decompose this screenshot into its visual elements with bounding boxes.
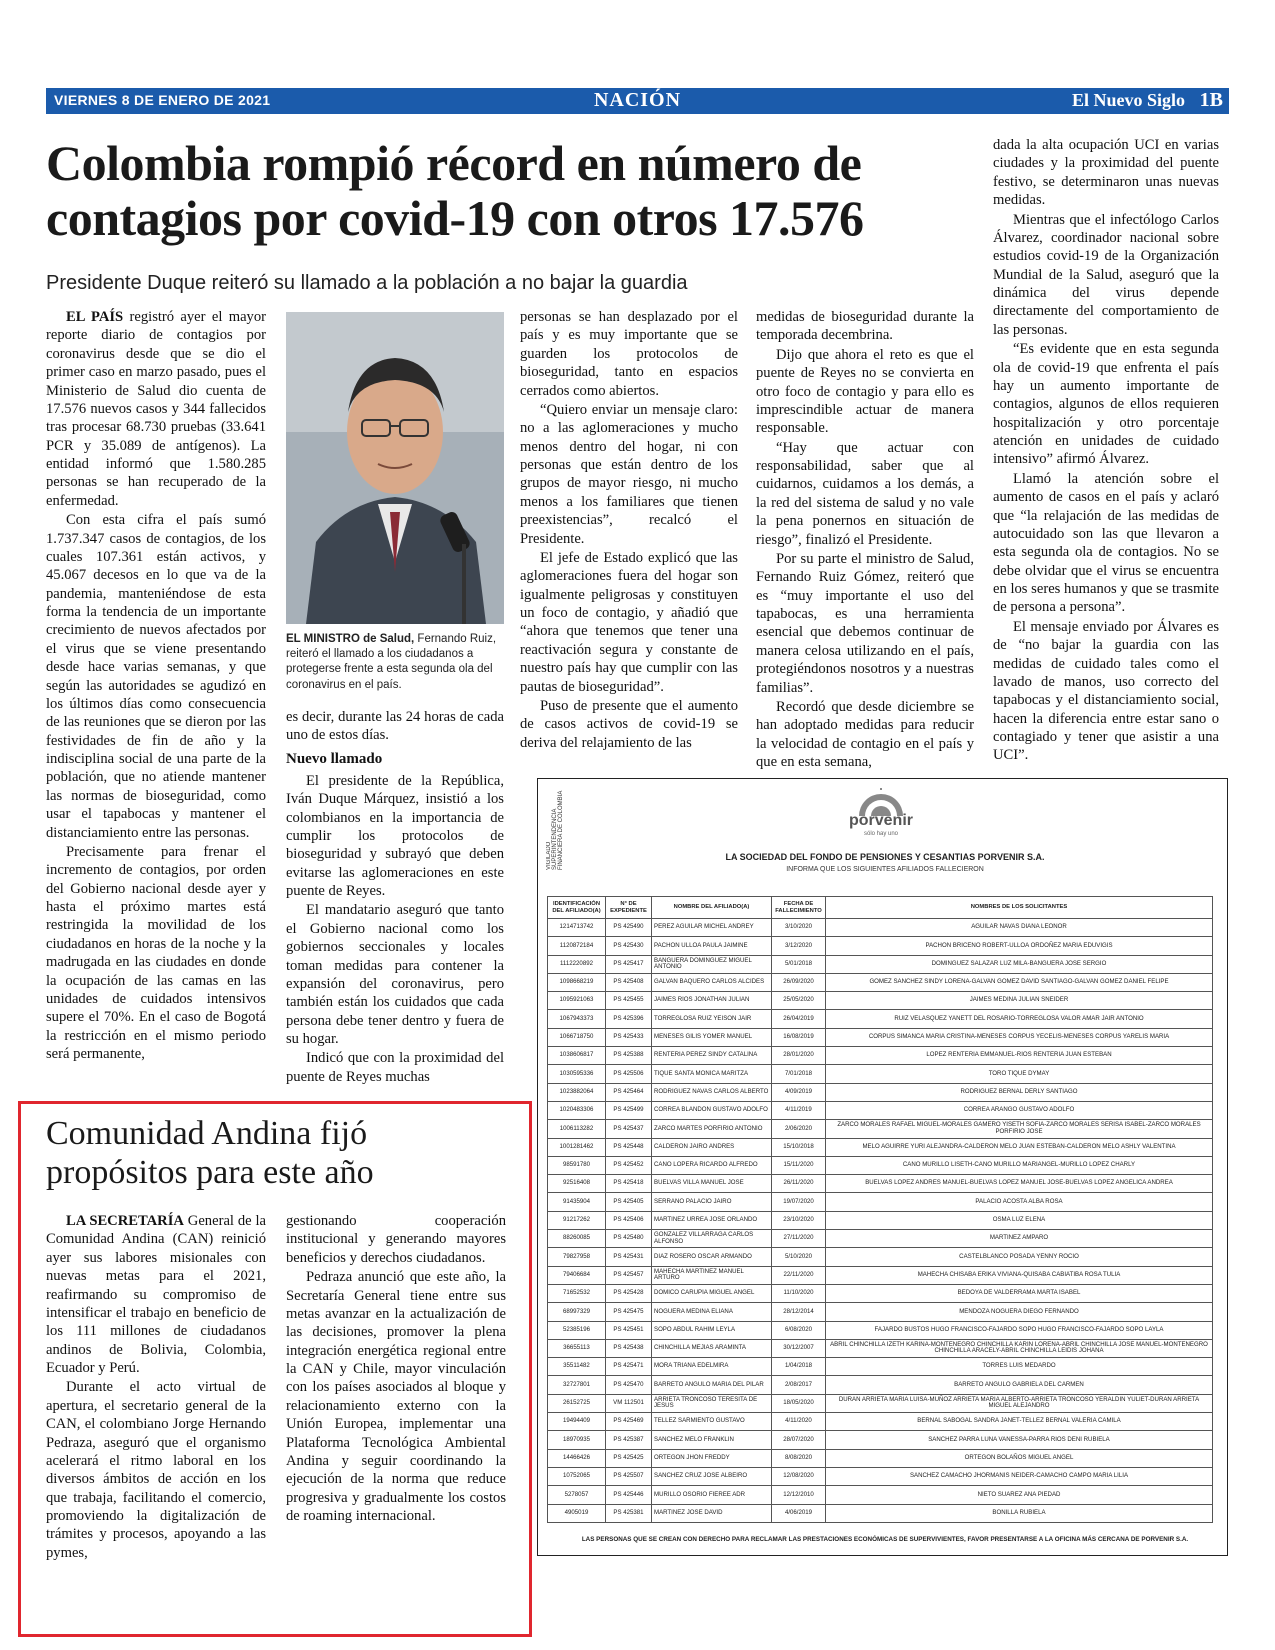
table-row <box>548 955 1213 973</box>
table-cell: PACHON BRICENO ROBERT-ULLOA ORDOÑEZ MARIA EDUVIGIS <box>826 937 1213 955</box>
table-cell: 1023882064 <box>548 1083 606 1101</box>
paragraph: medidas de bioseguridad durante la temporada decembrina. <box>756 309 974 344</box>
table-cell: SOPO ABDUL RAHIM LEYLA <box>652 1321 772 1339</box>
paragraph: Precisamente para frenar el incremento de contagios, por orden del Gobierno nacional desde ayer y hasta el próximo martes está restringida la movilidad de los ciudadanos en horas de la noche y la madrugada en las ciudades en donde la ocupación de las camas en las unidades de cuidados intensivos supere el 70%. En el caso de Bogotá la restricción en el mismo periodo será permanente, <box>46 843 266 1062</box>
table-cell: 14466426 <box>548 1449 606 1467</box>
table-cell: PS 425457 <box>606 1266 652 1284</box>
table-cell: 92516408 <box>548 1175 606 1193</box>
paragraph: El jefe de Estado explicó que las aglomeraciones fuera del hogar son igualmente peligrosas y constituyen un foco de contagio, y añadió que “ahora que tenemos que tener una reactivación segura y constante de nuestro país hay que cumplir con las pautas de bioseguridad”. <box>520 549 738 695</box>
table-row <box>548 1467 1213 1485</box>
table-cell: 22/11/2020 <box>772 1266 826 1284</box>
table-cell: PS 425446 <box>606 1486 652 1504</box>
table-cell: 3/10/2020 <box>772 919 826 937</box>
table-row <box>548 1504 1213 1522</box>
table-cell: ORTEGON JHON FREDDY <box>652 1449 772 1467</box>
table-cell: CORREA ARANGO GUSTAVO ADOLFO <box>826 1101 1213 1119</box>
photo-caption <box>286 632 504 693</box>
portrait-image <box>286 312 504 624</box>
table-cell: 36655113 <box>548 1339 606 1357</box>
table-cell: MORA TRIANA EDELMIRA <box>652 1358 772 1376</box>
table-cell: DOMINGUEZ SALAZAR LUZ MILA-BANGUERA JOSE SERGIO <box>826 955 1213 973</box>
section-heading: Nuevo llamado <box>286 750 383 767</box>
table-cell: 1006113282 <box>548 1120 606 1138</box>
table-cell: PS 425438 <box>606 1339 652 1357</box>
table-cell: 10752065 <box>548 1467 606 1485</box>
table-cell: PS 425469 <box>606 1413 652 1431</box>
table-row <box>548 1394 1213 1412</box>
main-article-column-4 <box>756 308 974 772</box>
table-row <box>548 1193 1213 1211</box>
paragraph: Dijo que ahora el reto es que el puente de Reyes no se convierta en otro foco de contagio y para ello es imprescindible actuar de manera responsable. <box>756 346 974 437</box>
table-cell: PACHON ULLOA PAULA JAIMINE <box>652 937 772 955</box>
table-cell: CHINCHILLA MEJIAS ARAMINTA <box>652 1339 772 1357</box>
table-cell: TIQUE SANTA MONICA MARITZA <box>652 1065 772 1083</box>
table-cell: 4/06/2019 <box>772 1504 826 1522</box>
table-cell: GOMEZ SANCHEZ SINDY LORENA-GALVAN GOMEZ DAVID SANTIAGO-GALVAN GOMEZ DANIEL FELIPE <box>826 973 1213 991</box>
table-cell: PEREZ AGUILAR MICHEL ANDREY <box>652 919 772 937</box>
table-cell: SANCHEZ MELO FRANKLIN <box>652 1431 772 1449</box>
table-cell: PS 425451 <box>606 1321 652 1339</box>
main-headline: Colombia rompió récord en número de contagios por covid-19 con otros 17.576 <box>46 135 864 246</box>
main-subheadline: Presidente Duque reiteró su llamado a la población a no bajar la guardia <box>46 272 688 294</box>
lead-word: EL PAÍS <box>66 309 124 325</box>
table-cell: 1030595336 <box>548 1065 606 1083</box>
table-cell: MARTINEZ AMPARO <box>826 1230 1213 1248</box>
table-cell: RENTERIA PEREZ SINDY CATALINA <box>652 1047 772 1065</box>
table-row <box>548 1230 1213 1248</box>
table-cell: CASTELBLANCO POSADA YENNY ROCIO <box>826 1248 1213 1266</box>
table-cell: 32727801 <box>548 1376 606 1394</box>
table-cell: SANCHEZ PARRA LUNA VANESSA-PARRA RIOS DENI RUBIELA <box>826 1431 1213 1449</box>
minister-photo <box>286 312 504 624</box>
table-row <box>548 1486 1213 1504</box>
table-cell: PS 425452 <box>606 1156 652 1174</box>
column-header: IDENTIFICACIÓN DEL AFILIADO(A) <box>548 897 606 919</box>
can-article-column-1 <box>46 1212 266 1563</box>
paragraph: Recordó que desde diciembre se han adoptado medidas para reducir la velocidad de contagio en el país y que en esta semana, <box>756 698 974 770</box>
page-header-bar <box>46 88 1229 114</box>
table-cell: 79827958 <box>548 1248 606 1266</box>
table-cell: ARRIETA TRONCOSO TERESITA DE JESUS <box>652 1394 772 1412</box>
paragraph: Por su parte el ministro de Salud, Fernando Ruiz Gómez, reiteró que es “muy importante el uso del tapabocas, es una herramienta esencial que debemos continuar de manera celosa utilizando en el país, protegiéndonos nosotros y a nuestras familias”. <box>756 550 974 696</box>
table-cell: 12/12/2010 <box>772 1486 826 1504</box>
table-cell: 79406684 <box>548 1266 606 1284</box>
table-cell: PS 425428 <box>606 1284 652 1302</box>
table-row <box>548 1028 1213 1046</box>
table-cell: PS 425388 <box>606 1047 652 1065</box>
table-cell: ORTEGON BOLAÑOS MIGUEL ANGEL <box>826 1449 1213 1467</box>
notice-subtitle: INFORMA QUE LOS SIGUIENTES AFILIADOS FALLECIERON <box>786 866 984 873</box>
table-cell: PS 425430 <box>606 937 652 955</box>
table-cell: DURAN ARRIETA MARIA LUISA-MUÑOZ ARRIETA MARIA ALBERTO-ARRIETA TRONCOSO YERALDIN YULIET-DURAN ARRIETA MIGUEL ALEJANDRO <box>826 1394 1213 1412</box>
table-cell: TELLEZ SARMIENTO GUSTAVO <box>652 1413 772 1431</box>
table-cell: MURILLO OSORIO FIEREE ADR <box>652 1486 772 1504</box>
table-cell: PS 425406 <box>606 1211 652 1229</box>
table-row <box>548 1284 1213 1302</box>
table-cell: 68997329 <box>548 1303 606 1321</box>
table-header-row <box>548 897 1213 919</box>
table-cell: MARTINEZ JOSE DAVID <box>652 1504 772 1522</box>
porvenir-logo: porvenir <box>848 812 913 829</box>
table-cell: PS 425405 <box>606 1193 652 1211</box>
table-cell: SANCHEZ CRUZ JOSE ALBEIRO <box>652 1467 772 1485</box>
table-cell: 2/06/2020 <box>772 1120 826 1138</box>
table-cell: PS 425387 <box>606 1431 652 1449</box>
table-cell: BERNAL SABOGAL SANDRA JANET-TELLEZ BERNAL VALERIA CAMILA <box>826 1413 1213 1431</box>
table-row <box>548 1248 1213 1266</box>
table-cell: PS 425506 <box>606 1065 652 1083</box>
table-cell: GONZALEZ VILLARRAGA CARLOS ALFONSO <box>652 1230 772 1248</box>
section-name: NACIÓN <box>593 89 682 111</box>
table-cell: PS 425470 <box>606 1376 652 1394</box>
paragraph: Pedraza anunció que este año, la Secretaría General tiene entre sus metas avanzar en la actualización de las decisiones, promover la plena integración energética regional entre la CAN y Chile, mayor vinculación con los países asociados al bloque y relacionamiento externo con la Unión Europea, implementar una Plataforma Tecnológica Ambiental Andina y seguir coordinando la ejecución de la norma que reduce progresiva y gradualmente los costos de roaming internacional. <box>286 1269 506 1524</box>
caption-lead: EL MINISTRO de Salud, <box>286 633 415 645</box>
table-cell: 26/09/2020 <box>772 973 826 991</box>
table-cell: 19494409 <box>548 1413 606 1431</box>
table-cell: ZARCO MORALES RAFAEL MIGUEL-MORALES GAMERO YISETH SOFIA-ZARCO MORALES SERISA ISABEL-ZARCO MORALES PORFIRIO JOSE <box>826 1120 1213 1138</box>
table-cell: RODRIGUEZ BERNAL DERLY SANTIAGO <box>826 1083 1213 1101</box>
notice-footer: LAS PERSONAS QUE SE CREAN CON DERECHO PARA RECLAMAR LAS PRESTACIONES ECONÓMICAS DE SUPERVIVIENTES, FAVOR PRESENTARSE A LA OFICINA MÁS CERCANA DE PORVENIR S.A. <box>581 1536 1189 1543</box>
table-cell: MARTINEZ URREA JOSE ORLANDO <box>652 1211 772 1229</box>
table-cell: PALACIO ACOSTA ALBA ROSA <box>826 1193 1213 1211</box>
table-cell: 5278057 <box>548 1486 606 1504</box>
table-cell: MENDOZA NOGUERA DIEGO FERNANDO <box>826 1303 1213 1321</box>
table-row <box>548 1010 1213 1028</box>
table-cell: 98591780 <box>548 1156 606 1174</box>
table-cell: PS 425408 <box>606 973 652 991</box>
table-cell: 5/01/2018 <box>772 955 826 973</box>
can-article-title: Comunidad Andina fijó propósitos para este año <box>46 1115 374 1192</box>
superintendencia-text: SUPERINTENDENCIA FINANCIERA DE COLOMBIA <box>552 790 564 870</box>
table-cell: PS 425381 <box>606 1504 652 1522</box>
table-cell: 7/01/2018 <box>772 1065 826 1083</box>
table-cell: BARRETO ANGULO GABRIELA DEL CARMEN <box>826 1376 1213 1394</box>
lead-word: LA SECRETARÍA <box>66 1213 184 1229</box>
table-cell: 4/11/2020 <box>772 1413 826 1431</box>
table-cell: RODRIGUEZ NAVAS CARLOS ALBERTO <box>652 1083 772 1101</box>
table-cell: MELO AGUIRRE YURI ALEJANDRA-CALDERON MELO JUAN ESTEBAN-CALDERON MELO ASHLY VALENTINA <box>826 1138 1213 1156</box>
vigilado-label <box>546 790 564 870</box>
paragraph: registró ayer el mayor reporte diario de contagios por coronavirus desde que se dio el primer caso en marzo pasado, pues el Ministerio de Salud dio cuenta de 17.576 nuevos casos y 344 fallecidos tras procesar 68.730 pruebas (33.641 PCR y 35.089 de antígenos). La entidad informó que 1.580.285 personas se han recuperado de la enfermedad. <box>46 309 266 509</box>
column-header: N° DE EXPEDIENTE <box>606 897 652 919</box>
notice-title: LA SOCIEDAD DEL FONDO DE PENSIONES Y CESANTIAS PORVENIR S.A. <box>725 852 1045 862</box>
table-cell: BEDOYA DE VALDERRAMA MARTA ISABEL <box>826 1284 1213 1302</box>
table-cell: 4/09/2019 <box>772 1083 826 1101</box>
table-cell: LOPEZ RENTERIA EMMANUEL-RIOS RENTERIA JUAN ESTEBAN <box>826 1047 1213 1065</box>
table-cell: 1001281462 <box>548 1138 606 1156</box>
table-row <box>548 992 1213 1010</box>
table-cell: 28/01/2020 <box>772 1047 826 1065</box>
table-cell: TORO TIQUE DYMAY <box>826 1065 1213 1083</box>
table-cell: ZARCO MARTES PORFIRIO ANTONIO <box>652 1120 772 1138</box>
paragraph: es decir, durante las 24 horas de cada uno de estos días. <box>286 709 504 744</box>
table-cell: DIAZ ROSERO OSCAR ARMANDO <box>652 1248 772 1266</box>
paragraph: Llamó la atención sobre el aumento de casos en el país y aclaró que “la relajación de las medidas de autocuidado son las que llevaron a esta segunda ola de contagios. No se debe olvidar que el virus se encuentra en los seres humanos y que se trasmite de persona a persona”. <box>993 470 1219 616</box>
table-cell: 1095921063 <box>548 992 606 1010</box>
table-cell: NOGUERA MEDINA ELIANA <box>652 1303 772 1321</box>
table-cell: CORREA BLANDON GUSTAVO ADOLFO <box>652 1101 772 1119</box>
table-row <box>548 1413 1213 1431</box>
table-cell: AGUILAR NAVAS DIANA LEONOR <box>826 919 1213 937</box>
main-article-column-3 <box>520 308 738 753</box>
paragraph: “Hay que actuar con responsabilidad, saber que al cuidarnos, cuidamos a los demás, a la red del sistema de salud y no vale la pena ponernos en situación de riesgo”, finalizó el Presidente. <box>756 439 974 548</box>
table-cell: PS 425507 <box>606 1467 652 1485</box>
table-row <box>548 1376 1213 1394</box>
table-cell: 26/11/2020 <box>772 1175 826 1193</box>
table-cell: TORREGLOSA RUIZ YEISON JAIR <box>652 1010 772 1028</box>
table-cell: 71652532 <box>548 1284 606 1302</box>
table-cell: 28/07/2020 <box>772 1431 826 1449</box>
table-row <box>548 1101 1213 1119</box>
table-row <box>548 1449 1213 1467</box>
table-cell: 18970935 <box>548 1431 606 1449</box>
table-cell: 25/05/2020 <box>772 992 826 1010</box>
column-header: NOMBRE DEL AFILIADO(A) <box>652 897 772 919</box>
table-cell: SANCHEZ CAMACHO JHORMANIS NEIDER-CAMACHO CAMPO MARIA LILIA <box>826 1467 1213 1485</box>
table-body <box>548 919 1213 1523</box>
table-cell: 30/12/2007 <box>772 1339 826 1357</box>
paragraph: “Es evidente que en esta segunda ola de covid-19 que enfrenta el país hay un aumento importante de contagios, algunos de ellos requieren hospitalización y otro porcentaje atención en unidades de cuidado intensivo” afirmó Álvarez. <box>993 341 1219 468</box>
table-row <box>548 973 1213 991</box>
table-cell: 1020483306 <box>548 1101 606 1119</box>
table-row <box>548 1065 1213 1083</box>
table-cell: BUELVAS VILLA MANUEL JOSE <box>652 1175 772 1193</box>
table-cell: 1067943373 <box>548 1010 606 1028</box>
table-row <box>548 1083 1213 1101</box>
table-cell: PS 425499 <box>606 1101 652 1119</box>
table-cell: MAHECHA MARTINEZ MANUEL ARTURO <box>652 1266 772 1284</box>
table-cell: JAIMES RIOS JONATHAN JULIAN <box>652 992 772 1010</box>
paragraph: “Quiero enviar un mensaje claro: no a las aglomeraciones y mucho menos dentro del hogar, ni con personas que están dentro de los grupos de mayor riesgo, ni mucho menos a los familiares que tienen preexistencias”, recalcó el Presidente. <box>520 401 738 547</box>
table-cell: JAIMES MEDINA JULIAN SNEIDER <box>826 992 1213 1010</box>
table-cell: PS 425448 <box>606 1138 652 1156</box>
table-cell: PS 425425 <box>606 1449 652 1467</box>
table-cell: PS 425437 <box>606 1120 652 1138</box>
paragraph: dada la alta ocupación UCI en varias ciudades y la proximidad del puente festivo, se determinaron unas nuevas medidas. <box>993 137 1219 209</box>
table-row <box>548 1120 1213 1138</box>
table-cell: CANO LOPERA RICARDO ALFREDO <box>652 1156 772 1174</box>
table-cell: 4/11/2019 <box>772 1101 826 1119</box>
table-cell: 1/04/2018 <box>772 1358 826 1376</box>
table-cell: 19/07/2020 <box>772 1193 826 1211</box>
table-cell: 26152725 <box>548 1394 606 1412</box>
table-cell: PS 425455 <box>606 992 652 1010</box>
issue-date: VIERNES 8 DE ENERO DE 2021 <box>54 92 271 108</box>
table-cell: GALVAN BAQUERO CARLOS ALCIDES <box>652 973 772 991</box>
table-row <box>548 1211 1213 1229</box>
paragraph: Puso de presente que el aumento de casos activos de covid-19 se deriva del relajamiento de las <box>520 697 738 751</box>
table-row <box>548 1138 1213 1156</box>
table-cell: NIETO SUAREZ ANA PIEDAD <box>826 1486 1213 1504</box>
table-cell: MENESES GILIS YOMER MANUEL <box>652 1028 772 1046</box>
table-cell: 15/11/2020 <box>772 1156 826 1174</box>
paragraph: Mientras que el infectólogo Carlos Álvarez, coordinador nacional sobre estudios covid-19 de la Organización Mundial de la Salud, aseguró que la dinámica del virus depende directamente del comportamiento de las personas. <box>993 211 1219 338</box>
table-cell: CORPUS SIMANCA MARIA CRISTINA-MENESES CORPUS YECELIS-MENESES CORPUS YARELIS MARIA <box>826 1028 1213 1046</box>
caption-text: Fernando Ruiz, reiteró el llamado a los ciudadanos a protegerse frente a esta segunda ola del coronavirus en el país. <box>286 633 497 691</box>
table-cell: PS 425464 <box>606 1083 652 1101</box>
affiliates-table <box>547 896 1213 1523</box>
table-cell: VM 112501 <box>606 1394 652 1412</box>
table-cell: PS 425418 <box>606 1175 652 1193</box>
table-cell: 28/12/2014 <box>772 1303 826 1321</box>
table-cell: 26/04/2019 <box>772 1010 826 1028</box>
table-row <box>548 1431 1213 1449</box>
main-article-column-1 <box>46 308 266 1064</box>
paragraph: Con esta cifra el país sumó 1.737.347 casos de contagios, de los cuales 107.361 están activos, y 45.067 decesos en lo que va de la pandemia, manteniéndose de esta forma la tendencia de un importante crecimiento de nuevos afectados por el virus que se viene presentando desde hace varias semanas, y que según las autoridades se agudizó en los últimos días como consecuencia de las reuniones que se dieron por las festividades de fin de año y la indisciplina social de una parte de la población, que no atiende mantener las normas de bioseguridad, como usar el tapabocas y mantener el distanciamiento entre las personas. <box>46 512 266 841</box>
table-cell: CALDERON JAIRO ANDRES <box>652 1138 772 1156</box>
table-row <box>548 1339 1213 1357</box>
table-cell: BUELVAS LOPEZ ANDRES MANUEL-BUELVAS LOPEZ MANUEL JOSE-BUELVAS LOPEZ ANGELICA ANDREA <box>826 1175 1213 1193</box>
table-cell: 18/05/2020 <box>772 1394 826 1412</box>
paragraph: Durante el acto virtual de apertura, el secretario general de la CAN, el colombiano Jorge Hernando Pedraza, aseguró que el organismo acelerará el ritmo laboral en los diversos ámbitos de acción en los que trabaja, facilitando el comercio, promoviendo la digitalización de trámites y procesos, apoyando a las pymes, <box>46 1379 266 1561</box>
paragraph: El mandatario aseguró que tanto el Gobierno nacional como los gobiernos seccionales y locales toman medidas para contener la expansión del coronavirus, pero también están los cuidados que cada persona debe tener dentro y fuera de su hogar. <box>286 902 504 1047</box>
table-cell: DOMICO CARUPIA MIGUEL ANGEL <box>652 1284 772 1302</box>
column-header: NOMBRES DE LOS SOLICITANTES <box>826 897 1213 919</box>
table-row <box>548 1303 1213 1321</box>
table-cell: 27/11/2020 <box>772 1230 826 1248</box>
table-cell: 23/10/2020 <box>772 1211 826 1229</box>
main-article-column-2 <box>286 708 504 1087</box>
table-cell: 1112220892 <box>548 955 606 973</box>
table-cell: 2/08/2017 <box>772 1376 826 1394</box>
newspaper-name: El Nuevo Siglo <box>1071 90 1185 110</box>
paragraph: El mensaje enviado por Álvares es de “no bajar la guardia con las medidas de cuidado tales como el lavado de manos, uso correcto del tapabocas y el distanciamiento social, hacen la diferencia entre estar sano o contagiado y tener que asistir a una UCI”. <box>993 618 1219 764</box>
table-cell: MAHECHA CHISABA ERIKA VIVIANA-QUISABA CABIATIBA ROSA TULIA <box>826 1266 1213 1284</box>
table-cell: 35511482 <box>548 1358 606 1376</box>
table-cell: BARRETO ANGULO MARIA DEL PILAR <box>652 1376 772 1394</box>
table-cell: 5/10/2020 <box>772 1248 826 1266</box>
table-cell: PS 425396 <box>606 1010 652 1028</box>
table-cell: 11/10/2020 <box>772 1284 826 1302</box>
main-article-column-5 <box>993 136 1219 766</box>
table-cell: PS 425480 <box>606 1230 652 1248</box>
table-cell: OSMA LUZ ELENA <box>826 1211 1213 1229</box>
paragraph: personas se han desplazado por el país y es muy importante que se guarden los protocolos de bioseguridad, tanto en espacios cerrados como abiertos. <box>520 309 738 399</box>
table-cell: 16/08/2019 <box>772 1028 826 1046</box>
paragraph: El presidente de la República, Iván Duque Márquez, insistió a los colombianos en la importancia de cumplir los protocolos de bioseguridad y subrayó que deben evitarse las aglomeraciones en este puente de Reyes. <box>286 772 504 899</box>
table-cell: PS 425490 <box>606 919 652 937</box>
table-cell: 1066718750 <box>548 1028 606 1046</box>
can-article-column-2 <box>286 1212 506 1526</box>
table-cell: 91217262 <box>548 1211 606 1229</box>
table-cell: SERRANO PALACIO JAIRO <box>652 1193 772 1211</box>
table-row <box>548 1266 1213 1284</box>
table-cell: 6/08/2020 <box>772 1321 826 1339</box>
table-cell: CANO MURILLO LISETH-CANO MURILLO MARIANGEL-MURILLO LOPEZ CHARLY <box>826 1156 1213 1174</box>
column-header: FECHA DE FALLECIMIENTO <box>772 897 826 919</box>
paragraph: General de la Comunidad Andina (CAN) reinició ayer sus labores misionales con nuevas metas para el 2021, reafirmando su compromiso de intensificar el trabajo en beneficio de los 111 millones de ciudadanos andinos de Bolivia, Colombia, Ecuador y Perú. <box>46 1213 266 1376</box>
paragraph: Indicó que con la proximidad del puente de Reyes muchas <box>286 1050 504 1085</box>
table-cell: 3/12/2020 <box>772 937 826 955</box>
table-cell: 88260085 <box>548 1230 606 1248</box>
page-number: 1B <box>1199 89 1223 111</box>
table-cell: 4905019 <box>548 1504 606 1522</box>
table-cell: 1038606817 <box>548 1047 606 1065</box>
table-cell: 1120872184 <box>548 937 606 955</box>
table-cell: 1214713742 <box>548 919 606 937</box>
table-cell: 15/10/2018 <box>772 1138 826 1156</box>
table-cell: RUIZ VELASQUEZ YANETT DEL ROSARIO-TORREGLOSA VALOR AMAR JAIR ANTONIO <box>826 1010 1213 1028</box>
table-cell: FAJARDO BUSTOS HUGO FRANCISCO-FAJARDO SOPO HUGO FRANCISCO-FAJARDO SOPO LAYLA <box>826 1321 1213 1339</box>
table-row <box>548 1321 1213 1339</box>
table-cell: 1098668219 <box>548 973 606 991</box>
table-row <box>548 919 1213 937</box>
table-cell: PS 425433 <box>606 1028 652 1046</box>
table-cell: 12/08/2020 <box>772 1467 826 1485</box>
table-cell: PS 425431 <box>606 1248 652 1266</box>
table-cell: 52385196 <box>548 1321 606 1339</box>
table-cell: PS 425475 <box>606 1303 652 1321</box>
porvenir-tagline: sólo hay uno <box>863 831 899 837</box>
table-cell: BANGUERA DOMINGUEZ MIGUEL ANTONIO <box>652 955 772 973</box>
table-cell: PS 425471 <box>606 1358 652 1376</box>
table-cell: ABRIL CHINCHILLA IZETH KARINA-MONTENEGRO CHINCHILLA KARIN LORENA-ABRIL CHINCHILLA JOSE MANUEL-MONTENEGRO CHINCHILLA ARACELY-ABRIL CHINCHILLA LEIDIS JOHANA <box>826 1339 1213 1357</box>
table-cell: BONILLA RUBIELA <box>826 1504 1213 1522</box>
table-row <box>548 937 1213 955</box>
table-cell: 91435904 <box>548 1193 606 1211</box>
table-cell: TORRES LUIS MEDARDO <box>826 1358 1213 1376</box>
table-cell: PS 425417 <box>606 955 652 973</box>
paragraph: gestionando cooperación institucional y generando mayores beneficios y derechos ciudadanos. <box>286 1213 506 1266</box>
table-cell: 8/08/2020 <box>772 1449 826 1467</box>
table-row <box>548 1047 1213 1065</box>
table-row <box>548 1175 1213 1193</box>
vigilado-text: VIGILADO <box>546 841 552 870</box>
table-row <box>548 1358 1213 1376</box>
table-row <box>548 1156 1213 1174</box>
